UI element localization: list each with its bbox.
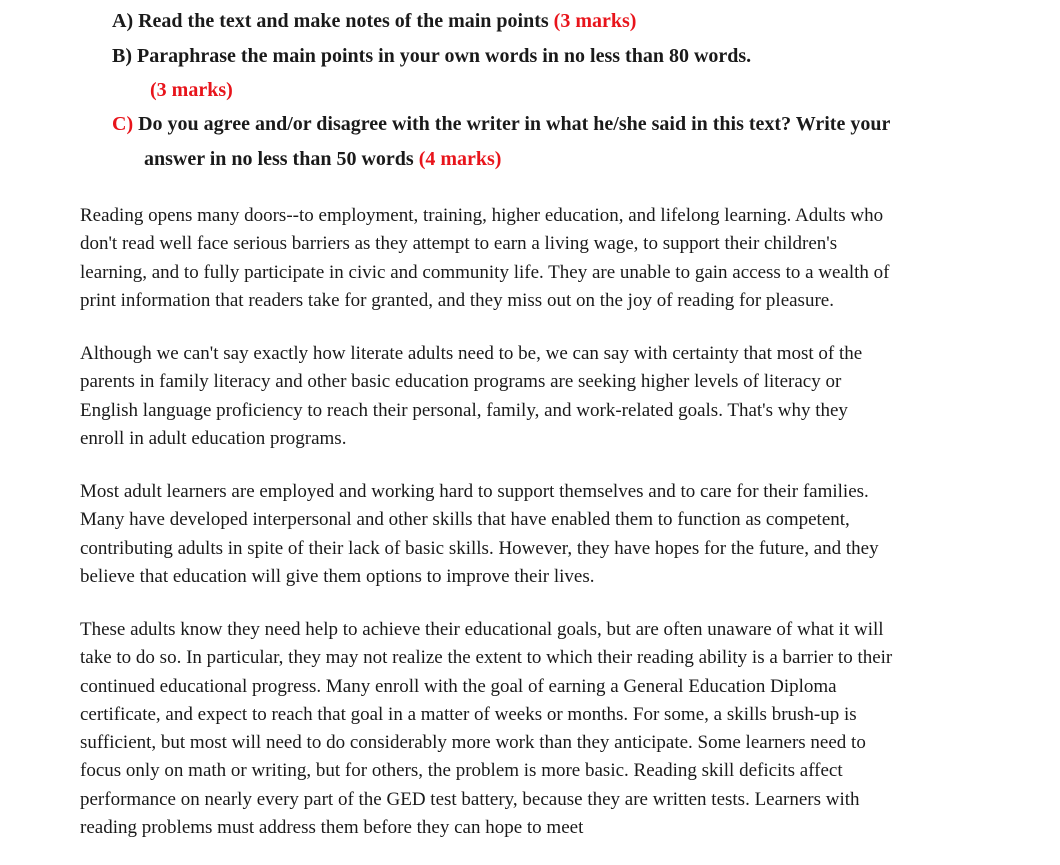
passage-line: These adults know they need help to achieve their educational goals, but are often unaware of what it will bbox=[80, 619, 884, 640]
passage-line: parents in family literacy and other basic education programs are seeking higher levels of literacy or bbox=[80, 371, 842, 393]
passage-line: believe that education will give them options to improve their lives. bbox=[80, 565, 595, 587]
passage-line: contributing adults in spite of their lack of basic skills. However, they have hopes for the future, and they bbox=[80, 537, 879, 559]
passage-line: performance on nearly every part of the GED test battery, because they are written tests. Learners with bbox=[80, 788, 860, 810]
question-b bbox=[112, 39, 751, 73]
passage-line: reading problems must address them before they can hope to meet bbox=[80, 817, 584, 839]
passage-line: sufficient, but most will need to do considerably more work than they anticipate. Some learners need to bbox=[80, 732, 866, 754]
passage-line: enroll in adult education programs. bbox=[80, 427, 347, 449]
passage-line: focus only on math or writing, but for others, the problem is more basic. Reading skill deficits affect bbox=[80, 760, 843, 782]
passage-line: print information that readers take for granted, and they miss out on the joy of reading for pleasure. bbox=[80, 289, 834, 311]
passage-line: learning, and to fully participate in civic and community life. They are unable to gain access to a wealth of bbox=[80, 261, 890, 283]
question-a-marks: (3 marks) bbox=[553, 10, 637, 32]
question-b-marks: (3 marks) bbox=[150, 79, 233, 101]
question-a-label: A) bbox=[112, 10, 134, 32]
passage-line: Reading opens many doors--to employment, training, higher education, and lifelong learning. Adults who bbox=[80, 205, 884, 226]
question-b-label: B) bbox=[112, 45, 132, 67]
question-c-text-line1: Do you agree and/or disagree with the writer in what he/she said in this text? Write your bbox=[138, 113, 891, 135]
question-c bbox=[112, 107, 890, 141]
passage-paragraph-4 bbox=[80, 616, 1000, 842]
passage-line: take to do so. In particular, they may not realize the extent to which their reading ability is a barrier to their bbox=[80, 647, 893, 669]
question-c-marks: (4 marks) bbox=[418, 148, 502, 170]
passage-line: Although we can't say exactly how literate adults need to be, we can say with certainty that most of the bbox=[80, 343, 863, 364]
passage-line: Many have developed interpersonal and other skills that have enabled them to function as competent, bbox=[80, 509, 850, 531]
passage-line: certificate, and expect to reach that goal in a matter of weeks or months. For some, a skills brush-up is bbox=[80, 703, 857, 725]
passage-line: English language proficiency to reach their personal, family, and work-related goals. That's why they bbox=[80, 399, 848, 421]
passage-paragraph-1 bbox=[80, 202, 1000, 315]
question-a bbox=[112, 4, 636, 38]
passage-paragraph-3 bbox=[80, 478, 1000, 591]
question-a-text: Read the text and make notes of the main points bbox=[138, 10, 549, 32]
question-c-label: C) bbox=[112, 113, 134, 135]
question-c-text-line2: answer in no less than 50 words bbox=[144, 148, 414, 170]
question-b-text: Paraphrase the main points in your own words in no less than 80 words. bbox=[137, 45, 752, 67]
passage-line: Most adult learners are employed and working hard to support themselves and to care for their families. bbox=[80, 481, 869, 502]
passage-line: continued educational progress. Many enroll with the goal of earning a General Education Diploma bbox=[80, 675, 837, 697]
passage-line: don't read well face serious barriers as they attempt to earn a living wage, to support their children's bbox=[80, 233, 838, 255]
question-c-continued bbox=[144, 142, 501, 176]
passage-paragraph-2 bbox=[80, 340, 1000, 453]
